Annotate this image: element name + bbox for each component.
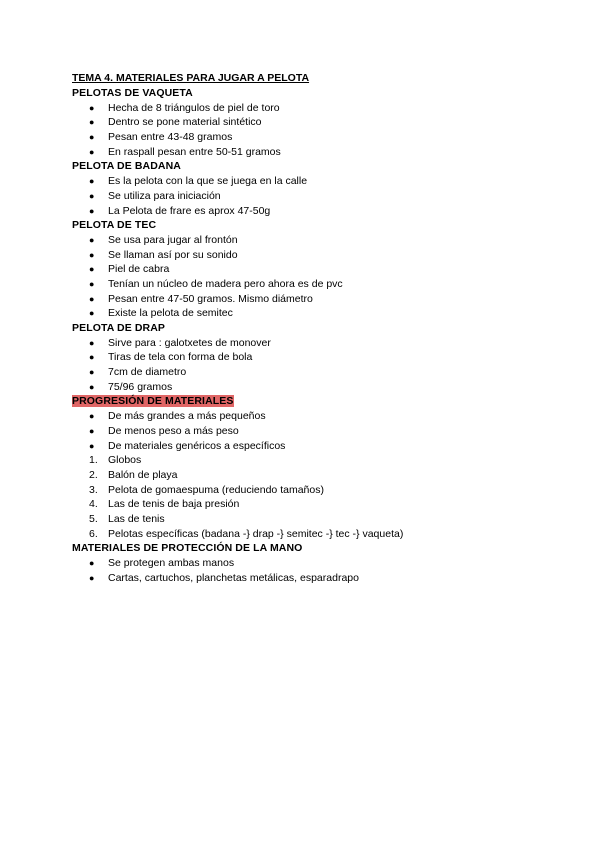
- list-item-text: Pesan entre 47-50 gramos. Mismo diámetro: [108, 292, 313, 305]
- list-item-text: En raspall pesan entre 50-51 gramos: [108, 145, 281, 158]
- bullet-icon: ●: [89, 337, 95, 348]
- section-heading-text: PELOTA DE DRAP: [72, 322, 165, 334]
- bullet-icon: ●: [89, 264, 95, 275]
- list-number: 2.: [89, 468, 98, 481]
- section-heading-text: PELOTA DE TEC: [72, 219, 157, 232]
- numbered-list-item: [72, 512, 542, 527]
- list-item-text: Globos: [108, 454, 142, 467]
- bullet-icon: ●: [89, 278, 95, 289]
- list-item: [72, 409, 542, 424]
- bullet-icon: ●: [89, 132, 95, 143]
- bullet-icon: ●: [89, 146, 95, 157]
- numbered-list: [72, 453, 542, 541]
- numbered-list-item: [72, 468, 542, 483]
- bullet-icon: ●: [89, 249, 95, 260]
- section-heading-text: PELOTA DE BADANA: [72, 160, 181, 173]
- list-item-text: De menos peso a más peso: [108, 424, 239, 437]
- list-item: [72, 306, 542, 321]
- list-item: [72, 292, 542, 307]
- bullet-icon: ●: [89, 293, 95, 304]
- list-item-text: Tenían un núcleo de madera pero ahora es de pvc: [108, 277, 343, 290]
- bullet-list: [72, 233, 542, 321]
- list-item: [72, 380, 542, 395]
- list-item-text: Cartas, cartuchos, planchetas metálicas, esparadrapo: [108, 571, 359, 584]
- list-item-text: Dentro se pone material sintético: [108, 116, 262, 129]
- numbered-list-item: [72, 483, 542, 498]
- list-item: [72, 571, 542, 586]
- bullet-icon: ●: [89, 205, 95, 216]
- list-item: [72, 424, 542, 439]
- bullet-list: [72, 409, 542, 453]
- bullet-icon: ●: [89, 381, 95, 392]
- bullet-list: [72, 174, 542, 218]
- list-number: 3.: [89, 483, 98, 496]
- bullet-icon: ●: [89, 411, 95, 422]
- list-item-text: Se utiliza para iniciación: [108, 189, 221, 202]
- document-body: [72, 86, 542, 585]
- document-page: [72, 71, 542, 585]
- list-item-text: Se llaman así por su sonido: [108, 248, 238, 261]
- list-item: [72, 189, 542, 204]
- list-number: 4.: [89, 498, 98, 511]
- bullet-list: [72, 336, 542, 395]
- list-item-text: Las de tenis de baja presión: [108, 498, 240, 511]
- list-item: [72, 115, 542, 130]
- list-item-text: Es la pelota con la que se juega en la calle: [108, 175, 308, 188]
- bullet-icon: ●: [89, 572, 95, 583]
- list-item-text: Pelota de gomaespuma (reduciendo tamaños): [108, 483, 324, 496]
- list-item: [72, 556, 542, 571]
- list-item-text: Hecha de 8 triángulos de piel de toro: [108, 101, 280, 114]
- list-item-text: Balón de playa: [108, 468, 178, 481]
- bullet-icon: ●: [89, 440, 95, 451]
- bullet-list: [72, 556, 542, 585]
- bullet-icon: ●: [89, 176, 95, 187]
- list-item-text: Se protegen ambas manos: [108, 557, 235, 569]
- list-item-text: Las de tenis: [108, 512, 165, 525]
- list-item: [72, 145, 542, 160]
- list-item-text: Tiras de tela con forma de bola: [108, 351, 253, 364]
- list-item-text: De más grandes a más pequeños: [108, 410, 266, 423]
- document-title: TEMA 4. MATERIALES PARA JUGAR A PELOTA: [72, 72, 310, 84]
- list-item: [72, 350, 542, 365]
- list-item-text: 7cm de diametro: [108, 366, 187, 379]
- section-heading: [72, 218, 542, 233]
- bullet-icon: ●: [89, 308, 95, 319]
- list-item: [72, 277, 542, 292]
- section-heading: [72, 159, 542, 174]
- numbered-list-item: [72, 453, 542, 468]
- list-item: [72, 101, 542, 116]
- list-item: [72, 233, 542, 248]
- section-heading: [72, 541, 542, 556]
- numbered-list-item: [72, 497, 542, 512]
- numbered-list-item: [72, 527, 542, 542]
- list-item-text: Pelotas específicas (badana -} drap -} semitec -} tec -} vaqueta): [108, 527, 404, 540]
- list-item: [72, 439, 542, 454]
- list-item: [72, 336, 542, 351]
- section-heading-text: PELOTAS DE VAQUETA: [72, 87, 193, 99]
- list-item: [72, 365, 542, 380]
- bullet-icon: ●: [89, 234, 95, 245]
- section-heading: [72, 86, 542, 101]
- bullet-icon: ●: [89, 425, 95, 436]
- list-item: [72, 204, 542, 219]
- list-number: 6.: [89, 527, 98, 540]
- list-item-text: De materiales genéricos a específicos: [108, 439, 286, 452]
- list-item-text: La Pelota de frare es aprox 47-50g: [108, 204, 271, 217]
- list-item: [72, 248, 542, 263]
- list-item-text: Existe la pelota de semitec: [108, 307, 233, 320]
- bullet-icon: ●: [89, 102, 95, 113]
- list-item-text: Pesan entre 43-48 gramos: [108, 131, 233, 144]
- list-item: [72, 130, 542, 145]
- bullet-icon: ●: [89, 117, 95, 128]
- bullet-list: [72, 101, 542, 160]
- bullet-icon: ●: [89, 367, 95, 378]
- section-heading: [72, 321, 542, 336]
- list-item-text: Piel de cabra: [108, 263, 170, 276]
- section-heading-text: PROGRESIÓN DE MATERIALES: [72, 395, 234, 408]
- bullet-icon: ●: [89, 190, 95, 201]
- list-number: 5.: [89, 512, 98, 525]
- bullet-icon: ●: [89, 558, 95, 568]
- section-heading: [72, 394, 542, 409]
- list-item: [72, 262, 542, 277]
- bullet-icon: ●: [89, 352, 95, 363]
- list-number: 1.: [89, 454, 98, 467]
- list-item: [72, 174, 542, 189]
- list-item-text: 75/96 gramos: [108, 380, 173, 393]
- list-item-text: Se usa para jugar al frontón: [108, 233, 238, 246]
- section-heading-text: MATERIALES DE PROTECCIÓN DE LA MANO: [72, 542, 303, 555]
- list-item-text: Sirve para : galotxetes de monover: [108, 336, 271, 349]
